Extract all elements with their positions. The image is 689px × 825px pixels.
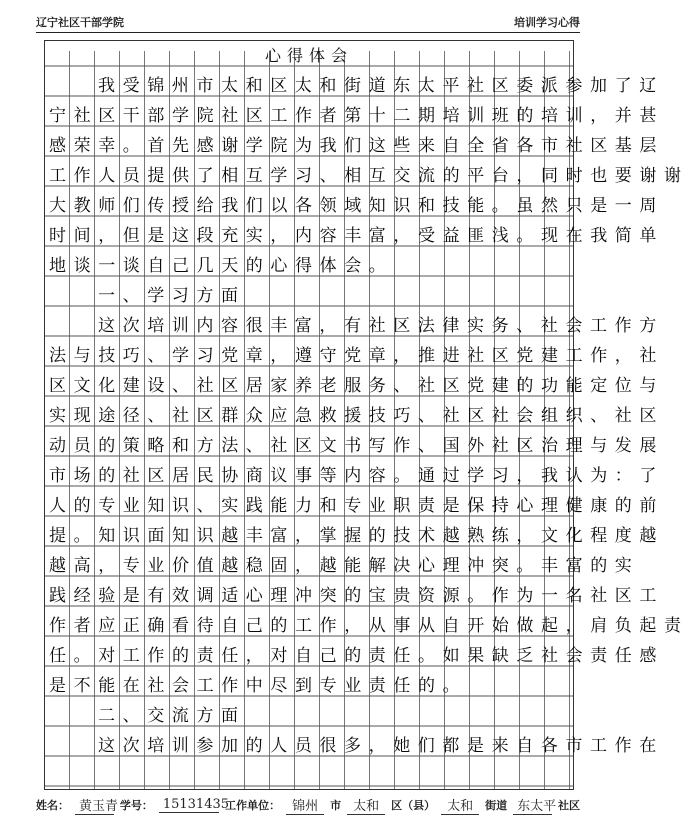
essay-line: 作者应正确看待自己的工作，从事从自开始做起，肩负起责 <box>49 616 689 636</box>
essay-line: 这次培训参加的人员很多，她们都是来自各市工作在 <box>98 736 664 756</box>
essay-line: 宁社区干部学院社区工作者第十二期培训班的培训，并甚 <box>49 106 664 126</box>
header-rule <box>36 32 580 33</box>
essay-line: 人的专业知识、实践能力和专业职责是保持心理健康的前 <box>49 496 664 516</box>
community-value: 东太平 <box>513 795 552 815</box>
essay-line: 法与技巧、学习党章，遵守党章，推进社区党建工作，社 <box>49 346 664 366</box>
essay-line: 区文化建设、社区居家养老服务、社区党建的功能定位与 <box>49 376 664 396</box>
essay-line: 二、交流方面 <box>98 706 246 726</box>
essay-line: 大教师们传授给我们以各领域知识和技能。虽然只是一周 <box>49 196 664 216</box>
essay-line: 一、学习方面 <box>98 286 246 306</box>
name-value: 黄玉青 <box>75 795 114 815</box>
city-value: 锦州 <box>286 795 324 815</box>
essay-line: 感荣幸。首先感谢学院为我们这些来自全省各市社区基层 <box>49 136 664 156</box>
essay-line: 是不能在社会工作中尽到专业责任的。 <box>49 676 468 696</box>
street-label: 街道 <box>485 799 508 812</box>
essay-line: 这次培训内容很丰富，有社区法律实务、社会工作方 <box>98 316 664 336</box>
essay-line: 时间，但是这段充实，内容丰富，受益匪浅。现在我简单 <box>49 226 664 246</box>
community-label: 社区 <box>558 799 580 812</box>
name-label: 姓名： <box>36 799 69 812</box>
essay-line: 任。对工作的责任，对自己的责任。如果缺乏社会责任感 <box>49 646 664 666</box>
essay-line: 动员的策略和方法、社区文书写作、国外社区治理与发展 <box>49 436 664 456</box>
street-value: 太和 <box>441 795 479 815</box>
document-category: 培训学习心得 <box>514 16 580 29</box>
essay-line: 工作人员提供了相互学习、相互交流的平台，同时也要谢谢 <box>49 166 689 186</box>
institute-name: 辽宁社区干部学院 <box>36 16 124 29</box>
id-label: 学号： <box>119 799 153 812</box>
essay-line: 践经验是有效调适心理冲突的宝贵资源。作为一名社区工 <box>49 586 664 606</box>
essay-title: 心得体会 <box>264 46 353 65</box>
city-label: 市 <box>330 799 342 812</box>
district-value: 太和 <box>347 795 385 815</box>
org-label: 工作单位： <box>225 799 281 812</box>
page-header <box>36 12 580 32</box>
district-label: 区（县） <box>391 799 436 812</box>
essay-line: 我受锦州市太和区太和街道东太平社区委派参加了辽 <box>98 76 664 96</box>
essay-line: 市场的社区居民协商议事等内容。通过学习，我认为：了 <box>49 466 664 486</box>
essay-line: 地谈一谈自己几天的心得体会。 <box>49 256 394 276</box>
essay-line: 越高，专业价值越稳固，越能解决心理冲突。丰富的实 <box>49 556 640 576</box>
id-value: 15131435 <box>159 797 219 813</box>
essay-line: 提。知识面知识越丰富，掌握的技术越熟练，文化程度越 <box>49 526 664 546</box>
page-footer <box>36 794 580 816</box>
manuscript-grid-sheet <box>44 40 689 790</box>
essay-line: 实现途径、社区群众应急救援技巧、社区社会组织、社区 <box>49 406 664 426</box>
